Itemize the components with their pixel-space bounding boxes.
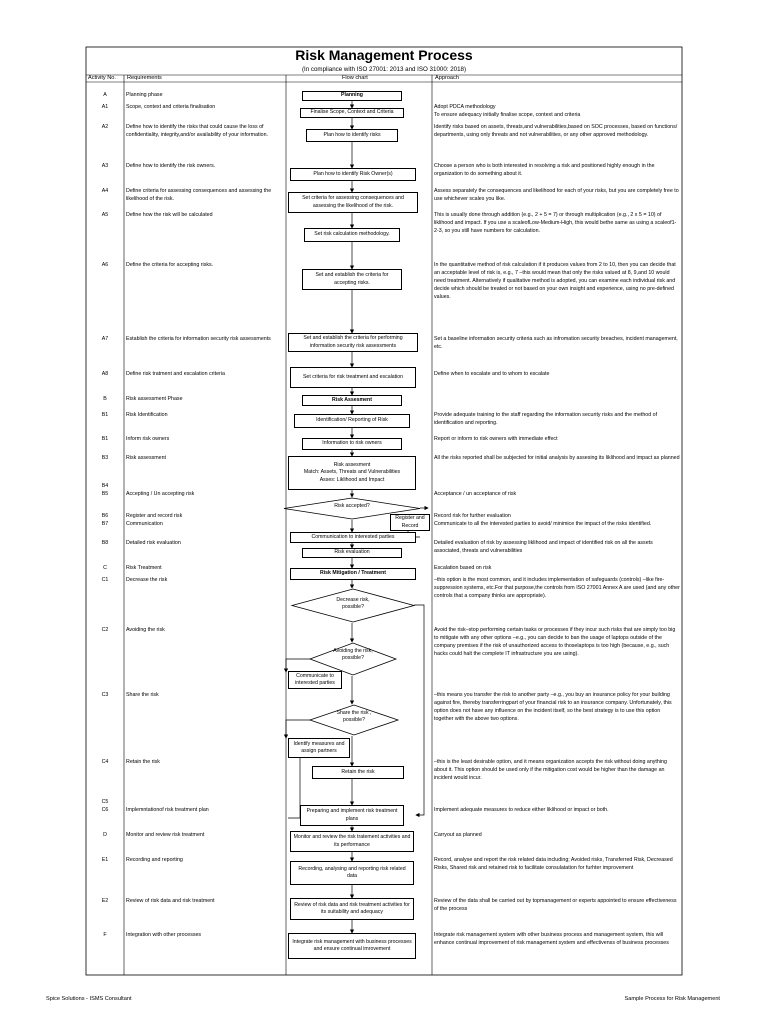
flow-infosec-criteria: Set and establish the criteria for performing information security risk assessments (288, 333, 418, 352)
row-activity-id: A6 (101, 262, 109, 268)
flow-decrease-label: Decrease risk, possible? (336, 597, 370, 611)
row-approach: Adopt PDCA methodology To ensure adequacy initially finalise scope, context and criteria (434, 104, 581, 118)
row-activity-id: A7 (101, 336, 109, 342)
row-requirement: Define how the risk will be calculated (126, 212, 213, 218)
row-activity-id: B (103, 396, 107, 402)
row-approach: All the risks reported shall be subjected for initial analysis by assesing its liklihood and impact as planned (434, 455, 680, 461)
row-requirement: Monitor and review risk treatment (126, 832, 205, 838)
row-activity-id: F (103, 932, 107, 938)
flow-risk-accepted-label: Risk accepted? (334, 503, 370, 509)
flow-planning: Planning (302, 91, 402, 101)
row-requirement: Review of risk data and risk treatment (126, 898, 215, 904)
page-title: Risk Management Process (295, 47, 473, 63)
flow-risk-mitigation: Risk Mitigation / Treatment (290, 568, 416, 580)
row-requirement: Implemntationof risk treatment plan (126, 807, 209, 813)
row-approach: Report or inform to risk owners with immediate effect (434, 436, 558, 442)
flow-avoiding-label: Avoiding the risk, possible? (333, 648, 373, 662)
flow-finalise-scope: Finalise Scope, Context and Criteria (300, 108, 404, 118)
row-activity-id: C (103, 565, 107, 571)
row-approach: Choose a person who is both interested in resolving a risk and positioned highly enough in the organization to do something about it. (434, 163, 655, 177)
row-approach: Implement adequate measures to reduce either liklihood or impact or both. (434, 807, 609, 813)
row-approach: Detailed evaluation of risk by assessing liklihood and impact of identified risk on all the assets associated, threats and vulnerabilities (434, 540, 653, 554)
row-approach: Provide adequate training to the staff regarding the information security risks and the method of identification and reporting. (434, 412, 658, 426)
row-activity-id: A2 (101, 124, 109, 130)
header-requirements: Requirements (127, 75, 162, 81)
row-requirement: Share the risk (126, 692, 159, 698)
flow-communication: Communication to interested parties (290, 532, 416, 543)
flow-plan-identify-risks: Plan how to identify risks (306, 129, 398, 142)
row-requirement: Planning phase (126, 92, 163, 98)
row-activity-id: A1 (101, 104, 109, 110)
row-approach: This is usually done through addition (e.g., 2 + 5 = 7) or through multiplication (e.g., 2 x 5 = 10) of liklihood and impact. If you use a scaleofLow-Medium-High, this would bethe same as using a scaleof1-2-3, so you still have numbers for calculation. (434, 212, 677, 234)
row-activity-id: A5 (101, 212, 109, 218)
row-activity-id: B4 (101, 483, 109, 489)
row-activity-id: B3 (101, 455, 109, 461)
row-activity-id: B8 (101, 540, 109, 546)
row-requirement: Risk assessment (126, 455, 167, 461)
flow-share-label: Share the risk , possible? (336, 710, 372, 724)
row-activity-id: A (103, 92, 107, 98)
row-activity-id: B1 (101, 412, 109, 418)
header-approach: Approach (435, 75, 459, 81)
row-requirement: Define risk tratment and escalation criteria (126, 371, 225, 377)
row-requirement: Accepting / Un accepting risk (126, 491, 195, 497)
row-approach: In the quantitative method of risk calculation if it produces values from 2 to 10, then you can decide that an acceptable level of risk is, e.g., 7 –this would mean that only the risks valued at 8, 9,and 10 would need treatment. Alternatively if qualitative method is adopted, you can examine each individual risk and decide which should be treated or not based on your own insight and experience, using no pre-defined values. (434, 262, 676, 300)
flow-set-criteria: Set criteria for assessing consequences and assessing the likelihood of the risk. (288, 192, 418, 213)
row-requirement: Recording and reporting (126, 857, 183, 863)
row-activity-id: A4 (101, 188, 109, 194)
row-requirement: Decrease the risk (126, 577, 168, 583)
row-activity-id: B5 (101, 491, 109, 497)
row-activity-id: C3 (101, 692, 109, 698)
row-activity-id: C5 (101, 799, 109, 805)
flow-register-record: Register and Record (390, 514, 430, 531)
row-requirement: Avoiding the risk (126, 627, 165, 633)
row-requirement: Risk Treatment (126, 565, 162, 571)
row-approach: –this option is the most common, and it includes implementation of safeguards (controls) –like fire-suppression systems, etc.For that purpose,the controls from ISO 27001 Annex A are used (and any other controls that a company thinks are appropriate). (434, 577, 680, 599)
flow-plan-risk-owner: Plan how to identify Risk Owner(s) (290, 168, 416, 181)
row-activity-id: A3 (101, 163, 109, 169)
row-requirement: Define how to identify the risk owners. (126, 163, 216, 169)
row-requirement: Define how to identify the risks that could cause the loss of confidentiality, integrity,and/or availability of your information. (126, 124, 269, 138)
row-approach: –this is the least desirable option, and it means organization accepts the risk without doing anything about it. This option should be used only if the mitigation cost would be higher than the damage an incident would incur. (434, 759, 667, 781)
flow-monitor-review: Monitor and review the risk tratement activities and its performance (290, 831, 414, 852)
row-activity-id: C6 (101, 807, 109, 813)
row-approach: Define when to escalate and to whom to escalate (434, 371, 550, 377)
row-activity-id: C2 (101, 627, 109, 633)
flow-communicate-parties: Communicate to interested parties (288, 671, 342, 689)
row-approach: Avoid the risk–stop performing certain tasks or processes if they incur such risks that are simply too big to mitigate with any other options –e.g., you can decide to ban the usage of laptops outside of the company premises if the risk of unauthorized access to thoselaptops is too high (because, e.g., such hacks could halt the complete IT infrastructure you are using). (434, 627, 676, 657)
row-requirement: Define the criteria for accepting risks. (126, 262, 214, 268)
row-requirement: Communication (126, 521, 163, 527)
row-activity-id: E2 (101, 898, 109, 904)
row-approach: Communicate to all the interested parties to avoid/ minimice the impact of the risks identified. (434, 521, 652, 527)
row-activity-id: B7 (101, 521, 109, 527)
row-requirement: Integration with other processes (126, 932, 202, 938)
flow-risk-assessment: Risk Assesment (302, 395, 402, 406)
flow-recording: Recording, analysing and reporting risk related data (290, 861, 414, 885)
flow-integrate: Integrate risk management with business processes and ensure continual imrovement (288, 933, 416, 959)
row-approach: Escalation based on risk (434, 565, 492, 571)
row-activity-id: C4 (101, 759, 109, 765)
flow-identify-partners: Identify measures and assign partners (288, 738, 350, 758)
flow-risk-evaluation: Risk evaluation (302, 548, 402, 558)
row-requirement: Inform risk owners (126, 436, 170, 442)
flow-review: Review of risk data and risk treatment activities for its suitability and adequacy (290, 898, 414, 920)
row-approach: Identify risks based on assets, threats,and vulnerabilities,based on SOC processes, based on functions/ departments, using only threats and not vulnerabilities, or any other approved methodology. (434, 124, 678, 138)
row-approach: Acceptance / un acceptance of risk (434, 491, 517, 497)
footer-right: Sample Process for Risk Management (624, 996, 720, 1002)
row-approach: –this means you transfer the risk to another party –e.g., you buy an insurance policy for your building against fire, thereby transferringpart of your financial risk to an insurance company. Unfortunately, this option does not have any influence on the incident itself, so the best strategy is to use this option together with the above two options. (434, 692, 672, 722)
header-flowchart: Flow chart (342, 75, 368, 81)
footer-left: Spice Solutions - ISMS Consultant (46, 996, 132, 1002)
row-approach: Assess separately the consequences and likelihood for each of your risks, but you are completely free to use whichever scales you like. (434, 188, 679, 202)
flow-retain-risk: Retain the risk (312, 766, 404, 779)
flow-implement-plan: Preparing and implement risk treatment plans (300, 805, 404, 826)
flow-info-owners: Information to risk owners (302, 438, 402, 450)
row-requirement: Scope, context and criteria finalisation (126, 104, 216, 110)
row-requirement: Register and record risk (126, 513, 183, 519)
flow-calc-methodology: Set risk calculation methodology. (304, 228, 400, 242)
row-requirement: Detailed risk evaluation (126, 540, 181, 546)
row-requirement: Retain the risk (126, 759, 160, 765)
flow-accept-criteria: Set and establish the criteria for accepting risks. (302, 269, 402, 290)
row-approach: Review of the data shall be carried out by topmanagement or experts appointed to ensure effectiveness of the process (434, 898, 677, 912)
row-requirement: Risk Identification (126, 412, 168, 418)
row-approach: Set a baseline information security criteria such as infromation security breaches, incident management, etc. (434, 336, 678, 350)
flow-treatment-criteria: Set criteria for risk treatment and escalation (290, 367, 416, 388)
row-activity-id: E1 (101, 857, 109, 863)
row-approach: Integrate risk management system with other business process and management system, this will enhance continual improvement of risk management system and effectivenss of business processes (434, 932, 669, 946)
row-approach: Record, analyse and report the risk related data including; Avoided risks, Transferred Risk, Decreased Risks, Shared risk and retained risk to facilitate consulatation for furhter improvement (434, 857, 673, 871)
row-activity-id: D (103, 832, 107, 838)
row-requirement: Define criteria for assessing consequences and assessing the likelihood of the risk. (126, 188, 272, 202)
row-activity-id: B1 (101, 436, 109, 442)
row-requirement: Establish the criteria for information security risk assessments (126, 336, 271, 342)
row-requirement: Risk assessment Phase (126, 396, 183, 402)
row-approach: Record risk for further evaluation (434, 513, 511, 519)
flow-assessment-box: Risk assesment Match: Assets, Threats and Vulnerabilities Asses: Liklihood and Impact (288, 456, 416, 490)
row-activity-id: C1 (101, 577, 109, 583)
row-activity-id: B6 (101, 513, 109, 519)
row-approach: Carryout as planned (434, 832, 482, 838)
header-activity: Activity No. (88, 75, 116, 81)
page-subtitle: (In compliance with ISO 27001: 2013 and ISO 31000: 2018) (301, 66, 467, 73)
row-activity-id: A8 (101, 371, 109, 377)
flow-identification: Identification/ Reporting of Risk (294, 414, 410, 428)
